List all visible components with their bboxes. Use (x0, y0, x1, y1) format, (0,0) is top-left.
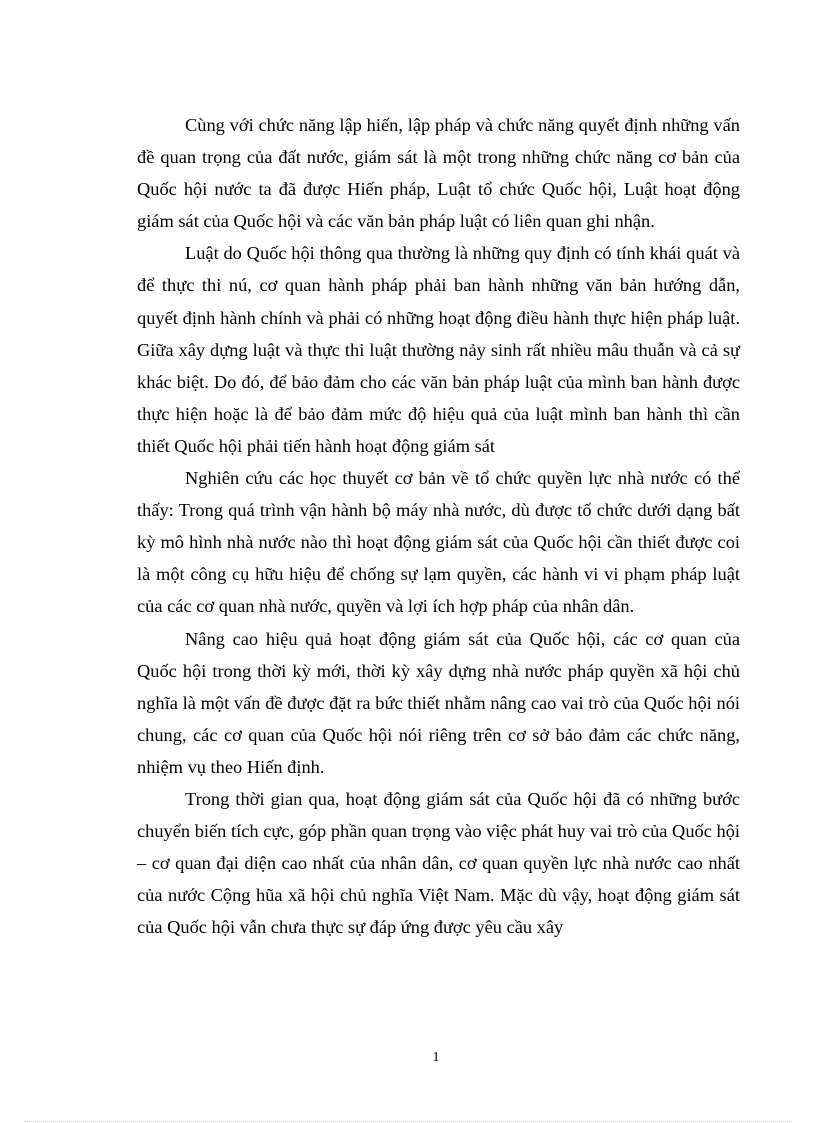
paragraph-5: Trong thời gian qua, hoạt động giám sát của Quốc hội đã có những bước chuyển biến tích cực, góp phần quan trọng vào việc phát huy vai trò của Quốc hội – cơ quan đại diện cao nhất của nhân dân, cơ quan quyền lực nhà nước cao nhất của nước Cộng hũa xã hội chủ nghĩa Việt Nam. Mặc dù vậy, hoạt động giám sát của Quốc hội vẫn chưa thực sự đáp ứng được yêu cầu xây (137, 788, 740, 938)
paragraph-1: Cùng với chức năng lập hiến, lập pháp và chức năng quyết định những vấn đề quan trọng của đất nước, giám sát là một trong những chức năng cơ bản của Quốc hội nước ta đã được Hiến pháp, Luật tổ chức Quốc hội, Luật hoạt động giám sát của Quốc hội và các văn bản pháp luật có liên quan ghi nhận. (137, 115, 740, 232)
document-body (137, 109, 740, 943)
paragraph-3: Nghiên cứu các học thuyết cơ bản về tổ chức quyền lực nhà nước có thể thấy: Trong quá trình vận hành bộ máy nhà nước, dù được tổ chức dưới dạng bất kỳ mô hình nhà nước nào thì hoạt động giám sát của Quốc hội cần thiết được coi là một công cụ hữu hiệu để chống sự lạm quyền, các hành vi vi phạm pháp luật của các cơ quan nhà nước, quyền và lợi ích hợp pháp của nhân dân. (137, 468, 740, 617)
page-bottom-edge (24, 1121, 792, 1122)
page-number: 1 (432, 1050, 440, 1065)
paragraph-4: Nâng cao hiệu quả hoạt động giám sát của Quốc hội, các cơ quan của Quốc hội trong thời kỳ mới, thời kỳ xây dựng nhà nước pháp quyền xã hội chủ nghĩa là một vấn đề được đặt ra bức thiết nhằm nâng cao vai trò của Quốc hội nói chung, các cơ quan của Quốc hội nói riêng trên cơ sở bảo đảm các chức năng, nhiệm vụ theo Hiến định. (137, 628, 740, 777)
paragraph-2: Luật do Quốc hội thông qua thường là những quy định có tính khái quát và để thực thi nú, cơ quan hành pháp phải ban hành những văn bản hướng dẫn, quyết định hành chính và phải có những hoạt động điều hành thực hiện pháp luật. Giữa xây dựng luật và thực thi luật thường nảy sinh rất nhiều mâu thuẫn và cả sự khác biệt. Do đó, để bảo đảm cho các văn bản pháp luật của mình ban hành được thực hiện hoặc là để bảo đảm mức độ hiệu quả của luật mình ban hành thì cần thiết Quốc hội phải tiến hành hoạt động giám sát (137, 243, 740, 456)
